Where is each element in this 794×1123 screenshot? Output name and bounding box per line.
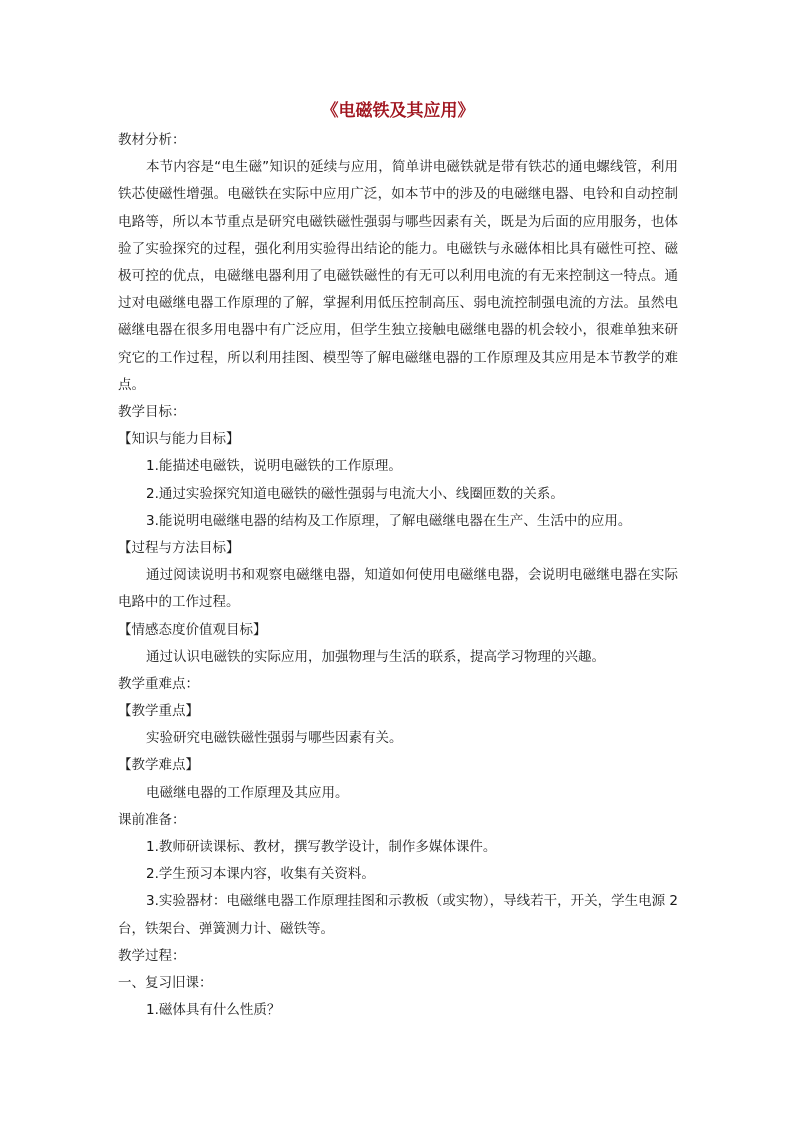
knowledge-goals-heading: 【知识与能力目标】 bbox=[118, 431, 240, 448]
difficulty-text: 电磁继电器的工作原理及其应用。 bbox=[146, 784, 349, 801]
section-heading-analysis: 教材分析： bbox=[118, 132, 186, 148]
difficulty-heading: 【教学难点】 bbox=[118, 757, 199, 774]
prep-item-equipment: 3.实验器材：电磁继电器工作原理挂图和示教板（或实物），导线若干，开关，学生电源 2 台，铁架台、弹簧测力计、磁铁等。 bbox=[118, 893, 679, 937]
review-item: 1.磁体具有什么性质？ bbox=[146, 1002, 281, 1019]
key-point-text: 实验研究电磁铁磁性强弱与哪些因素有关。 bbox=[146, 730, 403, 747]
process-goals-paragraph: 通过阅读说明书和观察电磁继电器，知道如何使用电磁继电器，会说明电磁继电器在实际电路中的工作过程。 bbox=[118, 567, 678, 611]
document-page bbox=[118, 98, 678, 1024]
process-goals-heading: 【过程与方法目标】 bbox=[118, 539, 240, 556]
section-heading-goals: 教学目标： bbox=[118, 404, 186, 421]
analysis-paragraph: 本节内容是“电生磁”知识的延续与应用，简单讲电磁铁就是带有铁芯的通电螺线管，利用铁芯使磁性增强。电磁铁在实际中应用广泛，如本节中的涉及的电磁继电器、电铃和自动控制电路等，所以本节重点是研究电磁铁磁性强弱与哪些因素有关，既是为后面的应用服务，也体验了实验探究的过程，强化利用实验得出结论的能力。电磁铁与永磁体相比具有磁性可控、磁极可控的优点，电磁继电器利用了电磁铁磁性的有无可以利用电流的有无来控制这一特点。通过对电磁继电器工作原理的了解，掌握利用低压控制高压、弱电流控制强电流的方法。虽然电磁继电器在很多用电器中有广泛应用，但学生独立接触电磁继电器的机会较小，很难单独来研究它的工作过程，所以利用挂图、模型等了解电磁继电器的工作原理及其应用是本节教学的难点。 bbox=[118, 159, 678, 393]
section-heading-process: 教学过程： bbox=[118, 947, 186, 964]
document-title: 《电磁铁及其应用》 bbox=[321, 101, 475, 121]
key-point-heading: 【教学重点】 bbox=[118, 703, 199, 720]
knowledge-goal-item: 2.通过实验探究知道电磁铁的磁性强弱与电流大小、线圈匝数的关系。 bbox=[146, 485, 564, 502]
review-heading: 一、复习旧课： bbox=[118, 975, 213, 992]
prep-item: 1.教师研读课标、教材，撰写教学设计，制作多媒体课件。 bbox=[146, 839, 497, 856]
emotion-goals-paragraph: 通过认识电磁铁的实际应用，加强物理与生活的联系，提高学习物理的兴趣。 bbox=[146, 648, 605, 665]
section-heading-key-points: 教学重难点： bbox=[118, 675, 199, 692]
emotion-goals-heading: 【情感态度价值观目标】 bbox=[118, 621, 267, 638]
prep-item: 2.学生预习本课内容，收集有关资料。 bbox=[146, 866, 375, 883]
section-heading-preparation: 课前准备： bbox=[118, 811, 186, 828]
knowledge-goal-item: 3.能说明电磁继电器的结构及工作原理，了解电磁继电器在生产、生活中的应用。 bbox=[146, 512, 632, 529]
knowledge-goal-item: 1.能描述电磁铁，说明电磁铁的工作原理。 bbox=[146, 458, 402, 475]
